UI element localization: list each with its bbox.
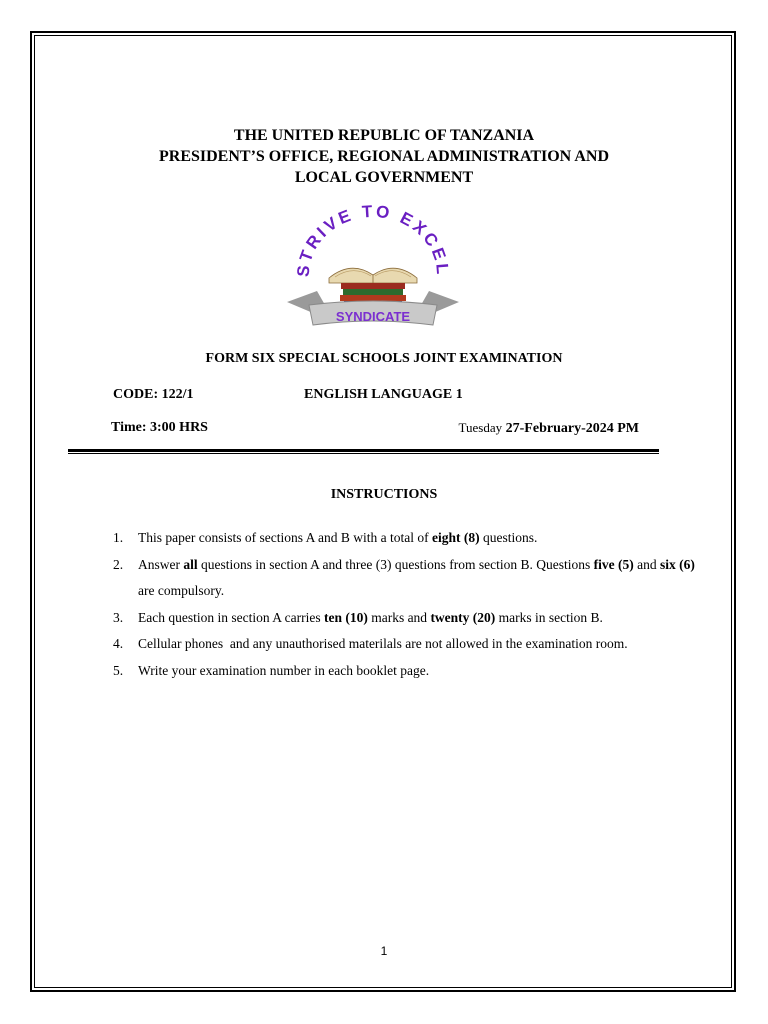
instruction-item [113,605,713,632]
instruction-text: Write your examination number in each booklet page. [138,662,430,678]
instruction-number: 1. [113,530,124,545]
instruction-text: questions in section A and three (3) questions from section B. Questions [197,556,594,572]
instruction-number: 5. [113,662,124,678]
instruction-text: Cellular phones and any unauthorised materilals are not allowed in the examination room. [138,636,628,651]
instruction-number: 3. [113,609,124,625]
exam-date [459,420,639,437]
instructions-heading: INSTRUCTIONS [330,487,438,502]
instruction-emphasis: six (6) [659,556,695,572]
divider-thin [68,453,659,454]
instruction-emphasis: all [183,556,198,572]
instruction-text: questions. [479,530,538,545]
header-line-3: LOCAL GOVERNMENT [294,169,474,186]
exam-subject: ENGLISH LANGUAGE 1 [304,387,463,402]
exam-time: Time: 3:00 HRS [111,420,208,435]
instruction-item [113,631,713,658]
instruction-text: Each question in section A carries [138,609,324,625]
exam-day: Tuesday [458,420,503,435]
instruction-text: are compulsory. [138,583,225,598]
syndicate-logo [283,205,463,333]
instruction-emphasis: eight (8) [431,530,480,545]
instruction-number: 4. [113,636,124,651]
divider-thick [68,449,659,452]
instruction-number: 2. [113,556,124,572]
instruction-emphasis: twenty (20) [430,609,496,625]
instructions-list [113,525,713,684]
instruction-item [113,525,713,552]
instruction-text: marks in section B. [495,609,603,625]
instruction-item [113,552,713,605]
instruction-emphasis: ten (10) [323,609,368,625]
header-line-2: PRESIDENT’S OFFICE, REGIONAL ADMINISTRATION AND [159,148,609,165]
header-line-1: THE UNITED REPUBLIC OF TANZANIA [233,127,535,144]
document-header [0,125,768,188]
exam-date-value: 27-February-2024 PM [505,421,639,436]
instruction-text: Answer [138,556,184,572]
instruction-emphasis: five (5) [593,556,634,572]
svg-text:STRIVE TO EXCEL [294,205,453,278]
instruction-text: and [633,556,660,572]
page-number: 1 [380,944,388,958]
instruction-item [113,658,713,685]
instruction-text: marks and [367,609,431,625]
logo-arc-text: STRIVE TO EXCEL [293,205,453,278]
exam-code: CODE: 122/1 [113,387,194,402]
instruction-text: This paper consists of sections A and B with a total of [138,530,432,545]
exam-title: FORM SIX SPECIAL SCHOOLS JOINT EXAMINATION [205,351,563,366]
logo-banner-text: SYNDICATE [335,309,411,324]
